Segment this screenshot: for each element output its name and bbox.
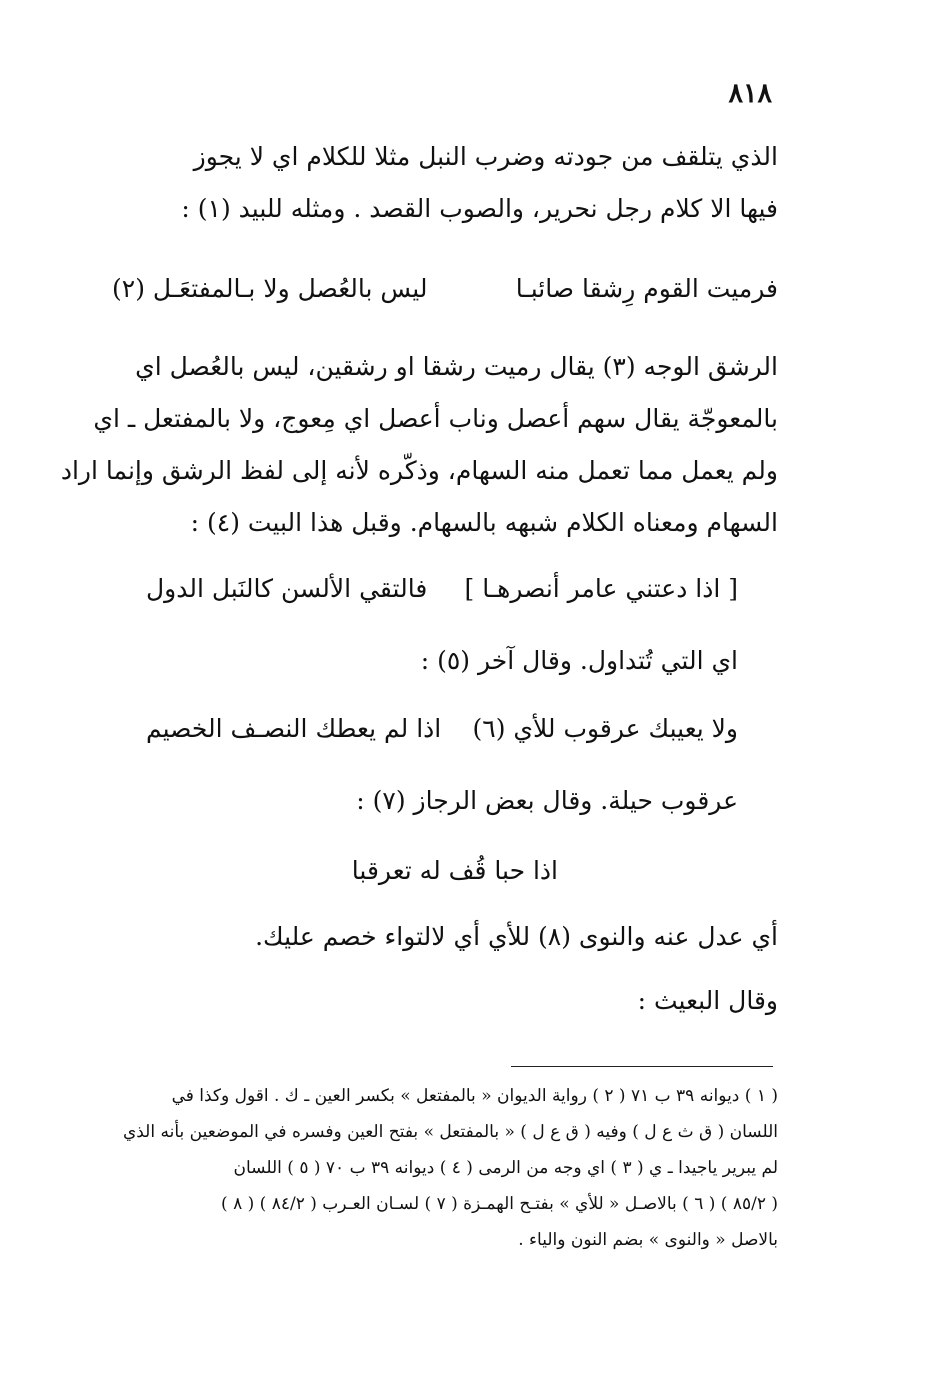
verse-1-second-hemistich: ليس بالعُصل ولا بـالمفتعَـل (٢) (112, 274, 428, 303)
verse-2-first-hemistich: [ اذا دعتني عامر أنصرهـا ] (464, 574, 738, 603)
line-5: أي عدل عنه والنوى (٨) للأي أي لالتواء خصم عليك. (255, 922, 778, 951)
page-number: ٨١٨ (728, 78, 772, 109)
paragraph-2-line-1: الرشق الوجه (٣) يقال رميت رشقا او رشقين، ليس بالعُصل اي (135, 352, 778, 381)
line-4: عرقوب حيلة. وقال بعض الرجاز (٧) : (356, 786, 738, 815)
footnote-line-1: ( ١ ) ديوانه ٣٩ ب ٧١ ( ٢ ) رواية الديوان « بالمفتعل » بكسر العين ـ ك . اقول وكذا في (171, 1086, 778, 1106)
paragraph-2-line-4: السهام ومعناه الكلام شبهه بالسهام. وقبل هذا البيت (٤) : (190, 508, 778, 537)
verse-3-first-hemistich: ولا يعيبك عرقوب للأي (٦) (472, 714, 738, 743)
line-6: وقال البعيث : (637, 986, 778, 1015)
paragraph-1-line-1: الذي يتلقف من جودته وضرب النبل مثلا للكلام اي لا يجوز (193, 142, 778, 171)
footnote-line-2: اللسان ( ق ث ع ل ) وفيه ( ق ع ل ) « بالمفتعل » بفتح العين وفسره في الموضعين بأنه الذي (122, 1122, 778, 1142)
verse-3-second-hemistich: اذا لم يعطك النصـف الخصيم (146, 714, 442, 743)
verse-4: اذا حبا قُف له تعرقبا (351, 856, 558, 885)
verse-1-first-hemistich: فرميت القوم رِشقا صائبـا (515, 274, 778, 303)
footnote-line-4: ( ٨٥/٢ ) ( ٦ ) بالاصـل « للأي » بفتـح الهمـزة ( ٧ ) لسـان العـرب ( ٨٤/٢ ) ( ٨ ) (221, 1194, 778, 1214)
paragraph-2-line-3: ولم يعمل مما تعمل منه السهام، وذكّره لأنه إلى لفظ الرشق وإنما اراد (60, 456, 778, 485)
line-3: اي التي تُتداول. وقال آخر (٥) : (420, 646, 738, 675)
verse-2-second-hemistich: فالتقي الألسن كالنَبل الدول (146, 574, 428, 603)
footnote-separator (511, 1066, 773, 1067)
footnote-line-5: بالاصل « والنوى » بضم النون والياء . (518, 1230, 778, 1250)
paragraph-1-line-2: فيها الا كلام رجل نحرير، والصوب القصد . ومثله للبيد (١) : (181, 194, 778, 223)
paragraph-2-line-2: بالمعوجّة يقال سهم أعصل وناب أعصل اي مِعوج، ولا بالمفتعل ـ اي (93, 404, 778, 433)
footnote-line-3: لم يبرير ياجيدا ـ ي ( ٣ ) اي وجه من الرمى ( ٤ ) ديوانه ٣٩ ب ٧٠ ( ٥ ) اللسان (233, 1158, 778, 1178)
